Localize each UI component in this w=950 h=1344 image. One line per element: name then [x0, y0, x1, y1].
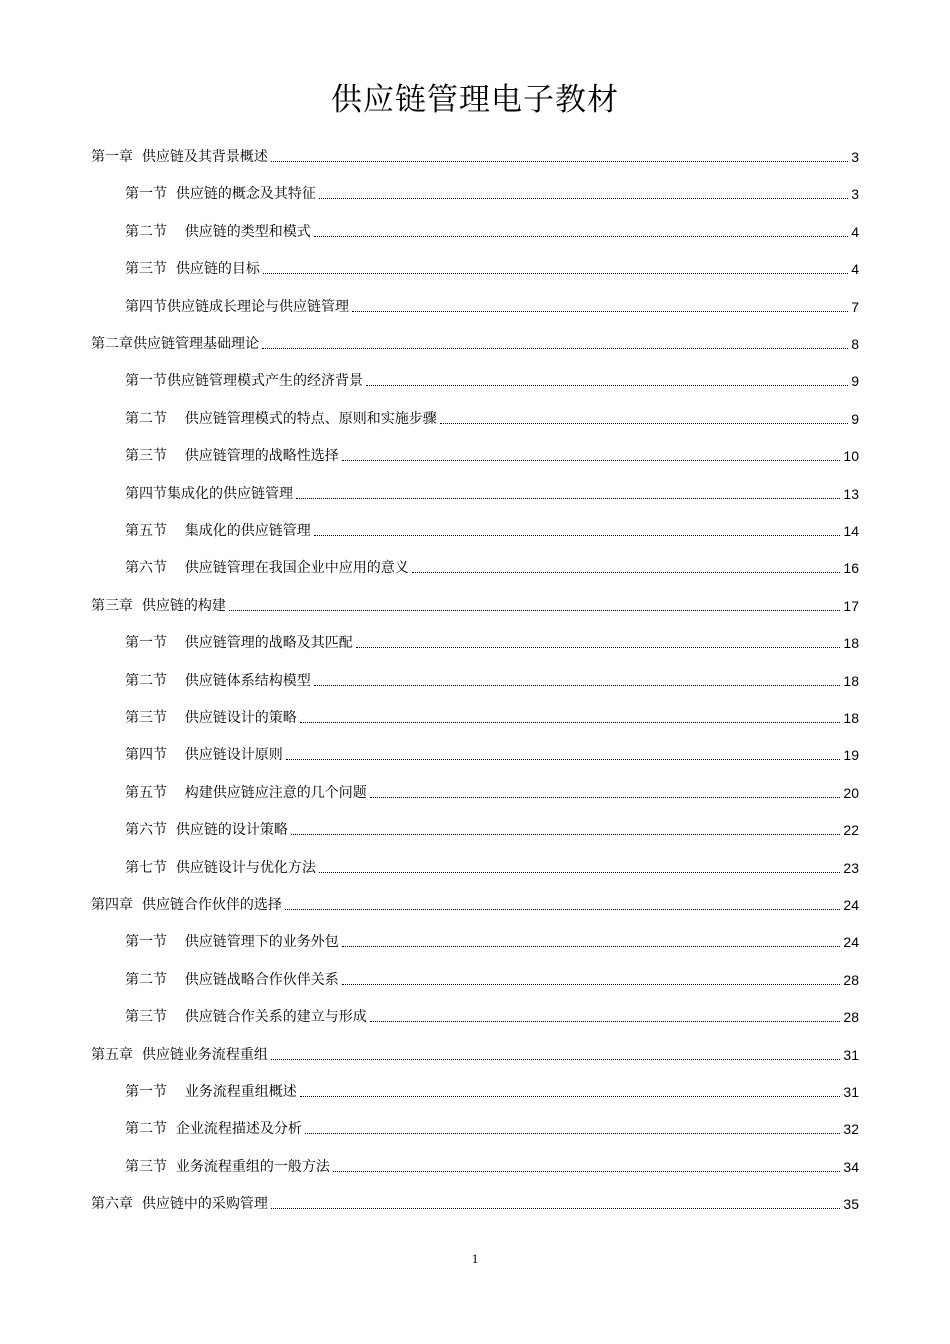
toc-dot-leader	[300, 1096, 841, 1097]
toc-section-entry[interactable]	[125, 177, 859, 203]
document-title: 供应链管理电子教材	[331, 82, 619, 118]
toc-entry-page-number: 3	[851, 149, 859, 165]
toc-entry-label: 第七节 供应链设计与优化方法	[125, 860, 316, 876]
toc-entry-page-number: 9	[851, 373, 859, 389]
toc-entry-page-number: 14	[843, 523, 859, 539]
toc-entry-label: 第六节 供应链管理在我国企业中应用的意义	[125, 560, 409, 576]
toc-entry-label: 第三节 业务流程重组的一般方法	[125, 1159, 330, 1175]
toc-section-entry[interactable]	[125, 701, 859, 727]
toc-entry-label: 第二章供应链管理基础理论	[91, 336, 259, 352]
toc-section-entry[interactable]	[125, 551, 859, 577]
toc-entry-label: 第二节 供应链战略合作伙伴关系	[125, 972, 339, 988]
toc-dot-leader	[440, 423, 848, 424]
toc-dot-leader	[314, 685, 841, 686]
toc-section-entry[interactable]	[125, 215, 859, 241]
toc-dot-leader	[291, 834, 841, 835]
toc-dot-leader	[262, 348, 848, 349]
toc-chapter-entry[interactable]	[91, 1187, 859, 1213]
toc-entry-label: 第二节 供应链体系结构模型	[125, 673, 311, 689]
toc-section-entry[interactable]	[125, 1112, 859, 1138]
toc-dot-leader	[352, 311, 848, 312]
toc-entry-label: 第四章 供应链合作伙伴的选择	[91, 897, 282, 913]
toc-dot-leader	[412, 572, 841, 573]
toc-dot-leader	[370, 797, 841, 798]
toc-section-entry[interactable]	[125, 252, 859, 278]
toc-section-entry[interactable]	[125, 738, 859, 764]
toc-entry-page-number: 19	[843, 747, 859, 763]
toc-dot-leader	[342, 460, 841, 461]
toc-entry-label: 第一节 供应链管理下的业务外包	[125, 934, 339, 950]
toc-entry-label: 第一节 供应链管理的战略及其匹配	[125, 635, 353, 651]
toc-dot-leader	[333, 1171, 841, 1172]
toc-entry-label: 第三节 供应链管理的战略性选择	[125, 448, 339, 464]
toc-entry-page-number: 13	[843, 486, 859, 502]
toc-dot-leader	[229, 610, 841, 611]
toc-entry-page-number: 9	[851, 411, 859, 427]
toc-section-entry[interactable]	[125, 1150, 859, 1176]
toc-entry-label: 第五节 集成化的供应链管理	[125, 523, 311, 539]
toc-dot-leader	[271, 1208, 841, 1209]
toc-dot-leader	[271, 161, 848, 162]
toc-entry-page-number: 4	[851, 224, 859, 240]
toc-entry-page-number: 28	[843, 1009, 859, 1025]
toc-entry-page-number: 23	[843, 860, 859, 876]
toc-dot-leader	[263, 273, 848, 274]
toc-chapter-entry[interactable]	[91, 140, 859, 166]
toc-section-entry[interactable]	[125, 1000, 859, 1026]
toc-entry-label: 第五节 构建供应链应注意的几个问题	[125, 785, 367, 801]
toc-entry-label: 第二节 供应链管理模式的特点、原则和实施步骤	[125, 411, 437, 427]
toc-entry-page-number: 35	[843, 1196, 859, 1212]
toc-entry-label: 第三节 供应链合作关系的建立与形成	[125, 1009, 367, 1025]
toc-section-entry[interactable]	[125, 664, 859, 690]
toc-dot-leader	[370, 1021, 841, 1022]
toc-chapter-entry[interactable]	[91, 589, 859, 615]
toc-section-entry[interactable]	[125, 364, 859, 390]
toc-dot-leader	[314, 535, 841, 536]
toc-section-entry[interactable]	[125, 290, 859, 316]
toc-dot-leader	[319, 198, 848, 199]
toc-section-entry[interactable]	[125, 851, 859, 877]
toc-entry-page-number: 17	[843, 598, 859, 614]
toc-section-entry[interactable]	[125, 626, 859, 652]
toc-entry-page-number: 32	[843, 1121, 859, 1137]
toc-section-entry[interactable]	[125, 925, 859, 951]
toc-entry-label: 第三节 供应链的目标	[125, 261, 260, 277]
toc-entry-page-number: 18	[843, 710, 859, 726]
toc-entry-page-number: 31	[843, 1084, 859, 1100]
toc-chapter-entry[interactable]	[91, 888, 859, 914]
toc-dot-leader	[300, 722, 841, 723]
toc-dot-leader	[286, 759, 841, 760]
toc-section-entry[interactable]	[125, 1075, 859, 1101]
toc-chapter-entry[interactable]	[91, 327, 859, 353]
toc-entry-page-number: 20	[843, 785, 859, 801]
toc-entry-label: 第六章 供应链中的采购管理	[91, 1196, 268, 1212]
toc-dot-leader	[305, 1133, 841, 1134]
toc-dot-leader	[356, 647, 841, 648]
toc-entry-label: 第一章 供应链及其背景概述	[91, 149, 268, 165]
toc-section-entry[interactable]	[125, 514, 859, 540]
toc-entry-label: 第六节 供应链的设计策略	[125, 822, 288, 838]
toc-entry-label: 第一节 供应链的概念及其特征	[125, 186, 316, 202]
toc-dot-leader	[342, 946, 841, 947]
toc-dot-leader	[314, 236, 848, 237]
toc-entry-page-number: 10	[843, 448, 859, 464]
toc-dot-leader	[319, 872, 841, 873]
footer-page-number: 1	[471, 1251, 479, 1266]
toc-entry-page-number: 22	[843, 822, 859, 838]
toc-entry-label: 第五章 供应链业务流程重组	[91, 1047, 268, 1063]
toc-entry-page-number: 3	[851, 186, 859, 202]
toc-entry-page-number: 4	[851, 261, 859, 277]
toc-entry-label: 第四节 供应链设计原则	[125, 747, 283, 763]
toc-entry-page-number: 18	[843, 635, 859, 651]
toc-entry-page-number: 16	[843, 560, 859, 576]
toc-entry-page-number: 24	[843, 897, 859, 913]
toc-section-entry[interactable]	[125, 477, 859, 503]
toc-dot-leader	[296, 498, 840, 499]
toc-entry-page-number: 7	[851, 299, 859, 315]
toc-entry-page-number: 28	[843, 972, 859, 988]
toc-entry-label: 第二节 企业流程描述及分析	[125, 1121, 302, 1137]
toc-dot-leader	[271, 1059, 841, 1060]
toc-section-entry[interactable]	[125, 963, 859, 989]
toc-section-entry[interactable]	[125, 402, 859, 428]
toc-entry-label: 第二节 供应链的类型和模式	[125, 224, 311, 240]
toc-entry-label: 第四节供应链成长理论与供应链管理	[125, 299, 349, 315]
toc-entry-page-number: 8	[851, 336, 859, 352]
toc-section-entry[interactable]	[125, 439, 859, 465]
toc-entry-label: 第三章 供应链的构建	[91, 598, 226, 614]
toc-chapter-entry[interactable]	[91, 1038, 859, 1064]
toc-entry-label: 第一节 业务流程重组概述	[125, 1084, 297, 1100]
toc-entry-label: 第四节集成化的供应链管理	[125, 486, 293, 502]
toc-section-entry[interactable]	[125, 813, 859, 839]
toc-dot-leader	[342, 984, 841, 985]
toc-dot-leader	[285, 909, 841, 910]
toc-entry-page-number: 18	[843, 673, 859, 689]
toc-entry-page-number: 24	[843, 934, 859, 950]
toc-section-entry[interactable]	[125, 776, 859, 802]
toc-entry-page-number: 34	[843, 1159, 859, 1175]
toc-entry-label: 第一节供应链管理模式产生的经济背景	[125, 373, 363, 389]
toc-entry-label: 第三节 供应链设计的策略	[125, 710, 297, 726]
toc-dot-leader	[366, 385, 848, 386]
toc-entry-page-number: 31	[843, 1047, 859, 1063]
